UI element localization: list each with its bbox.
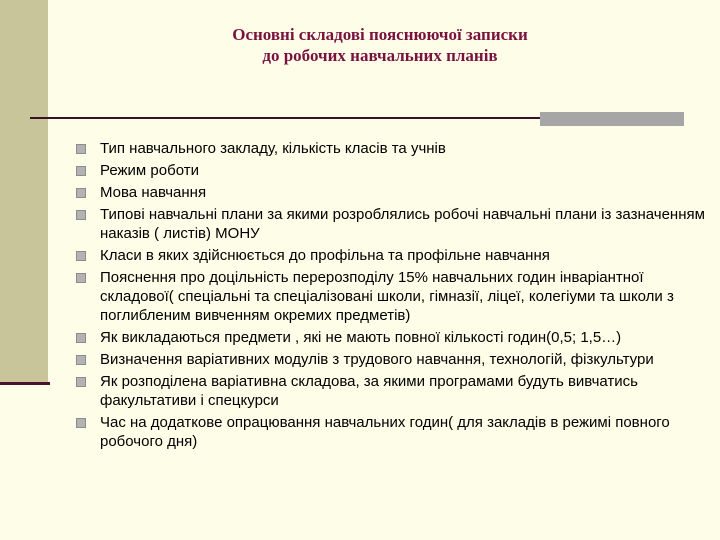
bullet-text: Типові навчальні плани за якими розроблялись робочі навчальні плани із зазначенням наказів ( листів) МОНУ xyxy=(100,206,705,242)
square-bullet-icon xyxy=(76,210,86,220)
bullet-text: Як викладаються предмети , які не мають повної кількості годин(0,5; 1,5…) xyxy=(100,329,622,346)
bullet-text: Класи в яких здійснюється до профільна та профільне навчання xyxy=(100,247,550,264)
square-bullet-icon xyxy=(76,355,86,365)
left-decor-bar xyxy=(0,0,48,384)
bullet-text: Час на додаткове опрацювання навчальних годин( для закладів в режимі повного робочого дня) xyxy=(100,414,670,450)
bullet-list xyxy=(76,139,716,454)
divider-accent-block xyxy=(540,112,684,126)
bullet-text: Як розподілена варіативна складова, за якими програмами будуть вивчатись факультативи і спецкурси xyxy=(100,373,638,409)
left-decor-line xyxy=(0,382,50,385)
bullet-text: Режим роботи xyxy=(100,162,199,179)
bullet-item xyxy=(76,139,716,158)
square-bullet-icon xyxy=(76,188,86,198)
bullet-item xyxy=(76,183,716,202)
slide-title-line-1: Основні складові пояснюючої записки xyxy=(232,25,528,44)
bullet-text: Мова навчання xyxy=(100,184,207,201)
bullet-text: Визначення варіативних модулів з трудового навчання, технологій, фізкультури xyxy=(100,351,654,368)
bullet-item xyxy=(76,205,716,243)
bullet-item xyxy=(76,372,716,410)
bullet-item xyxy=(76,246,716,265)
square-bullet-icon xyxy=(76,166,86,176)
bullet-item xyxy=(76,268,716,325)
square-bullet-icon xyxy=(76,251,86,261)
square-bullet-icon xyxy=(76,377,86,387)
bullet-item xyxy=(76,350,716,369)
square-bullet-icon xyxy=(76,333,86,343)
slide-title-line-2: до робочих навчальних планів xyxy=(262,46,498,65)
bullet-text: Пояснення про доцільність перерозподілу 15% навчальних годин інваріантної складової( спеціальні та спеціалізовані школи, гімназії, ліцеї, колегіуми та школи з поглибленим вивченням окремих предметів) xyxy=(100,269,674,324)
bullet-item xyxy=(76,161,716,180)
bullet-text: Тип навчального закладу, кількість класів та учнів xyxy=(100,140,446,157)
square-bullet-icon xyxy=(76,273,86,283)
bullet-item xyxy=(76,413,716,451)
square-bullet-icon xyxy=(76,144,86,154)
square-bullet-icon xyxy=(76,418,86,428)
slide-title xyxy=(60,24,700,66)
bullet-item xyxy=(76,328,716,347)
